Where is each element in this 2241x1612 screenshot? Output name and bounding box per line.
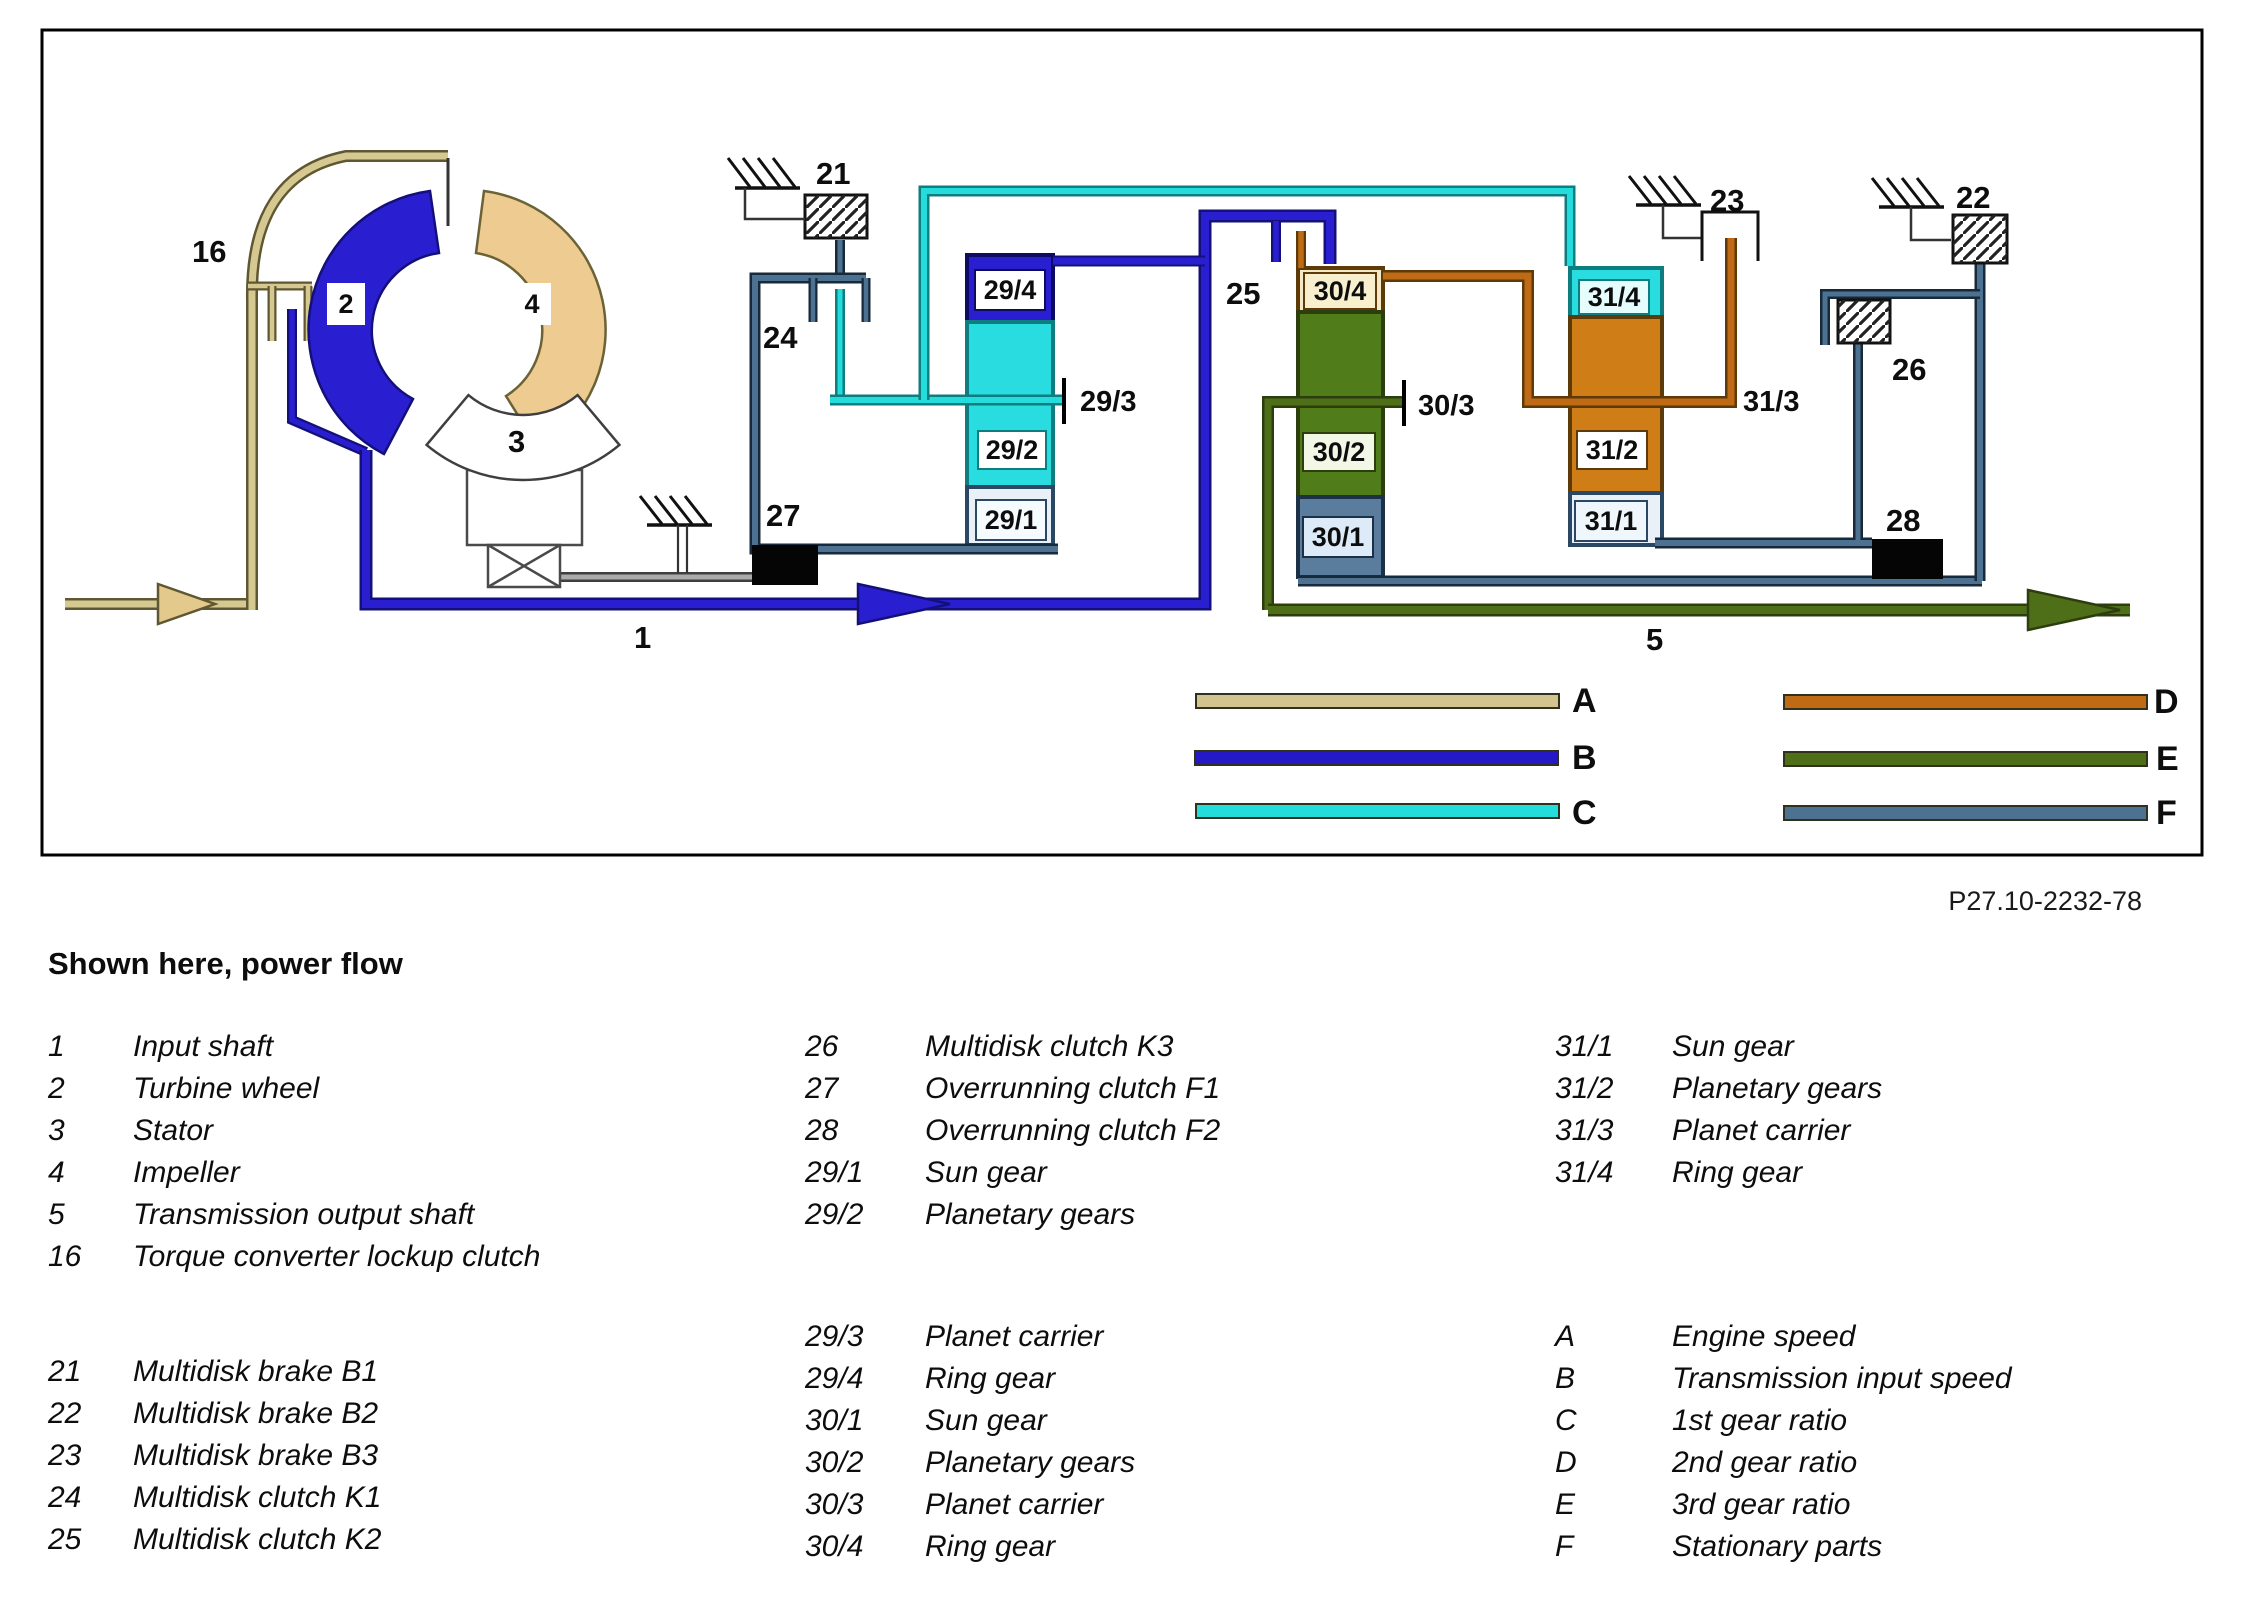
label-2: 2 bbox=[327, 283, 365, 325]
list-item: 30/3 Planet carrier bbox=[805, 1488, 1104, 1521]
label-30-1: 30/1 bbox=[1302, 516, 1374, 558]
legend-bar-a bbox=[1195, 693, 1560, 709]
label-29-3: 29/3 bbox=[1080, 386, 1137, 418]
label-22: 22 bbox=[1956, 180, 1991, 215]
label-16: 16 bbox=[192, 234, 227, 269]
list-item: F Stationary parts bbox=[1555, 1530, 1883, 1563]
list-item: 24 Multidisk clutch K1 bbox=[48, 1481, 382, 1514]
list-item: 16 Torque converter lockup clutch bbox=[48, 1240, 541, 1273]
legend-bar-b bbox=[1194, 750, 1559, 766]
list-item: 29/4 Ring gear bbox=[805, 1362, 1056, 1395]
parts-column-3-group-2 bbox=[1555, 1316, 2012, 1568]
brake-b1 bbox=[805, 195, 867, 238]
label-31-2: 31/2 bbox=[1576, 430, 1648, 470]
list-item: 2 Turbine wheel bbox=[48, 1072, 320, 1105]
legend-bar-d bbox=[1783, 694, 2148, 710]
list-item: 30/2 Planetary gears bbox=[805, 1446, 1136, 1479]
list-item: 29/2 Planetary gears bbox=[805, 1198, 1136, 1231]
list-item: 25 Multidisk clutch K2 bbox=[48, 1523, 382, 1556]
list-item: 31/1 Sun gear bbox=[1555, 1030, 1794, 1063]
legend-letter-c: C bbox=[1572, 794, 1597, 832]
label-26: 26 bbox=[1892, 352, 1927, 387]
list-item: D 2nd gear ratio bbox=[1555, 1446, 1858, 1479]
parts-column-2-group-1 bbox=[805, 1026, 1220, 1236]
label-29-2: 29/2 bbox=[977, 430, 1047, 470]
legend-letter-b: B bbox=[1572, 739, 1597, 777]
brake-b2 bbox=[1953, 215, 2007, 263]
label-28: 28 bbox=[1886, 503, 1921, 538]
label-31-3: 31/3 bbox=[1743, 386, 1800, 418]
list-item: 3 Stator bbox=[48, 1114, 214, 1147]
legend-letter-f: F bbox=[2156, 794, 2177, 832]
label-24: 24 bbox=[763, 320, 798, 355]
label-30-2: 30/2 bbox=[1302, 432, 1376, 472]
page-title: Shown here, power flow bbox=[48, 946, 403, 981]
label-3: 3 bbox=[508, 424, 526, 459]
parts-column-1-group-1 bbox=[48, 1026, 540, 1278]
legend-letter-e: E bbox=[2156, 740, 2179, 778]
list-item: 22 Multidisk brake B2 bbox=[48, 1397, 379, 1430]
list-item: 28 Overrunning clutch F2 bbox=[805, 1114, 1221, 1147]
list-item: 31/4 Ring gear bbox=[1555, 1156, 1803, 1189]
list-item: 29/1 Sun gear bbox=[805, 1156, 1047, 1189]
list-item: 1 Input shaft bbox=[48, 1030, 274, 1063]
parts-column-1-group-2 bbox=[48, 1351, 381, 1561]
legend-bar-f bbox=[1783, 805, 2148, 821]
list-item: B Transmission input speed bbox=[1555, 1362, 2012, 1395]
label-31-1: 31/1 bbox=[1574, 500, 1648, 542]
label-31-4: 31/4 bbox=[1578, 279, 1650, 315]
list-item: 5 Transmission output shaft bbox=[48, 1198, 475, 1231]
list-item: 26 Multidisk clutch K3 bbox=[805, 1030, 1174, 1063]
list-item: 27 Overrunning clutch F1 bbox=[805, 1072, 1221, 1105]
list-item: 30/4 Ring gear bbox=[805, 1530, 1056, 1563]
label-21: 21 bbox=[816, 156, 851, 191]
label-30-3: 30/3 bbox=[1418, 390, 1475, 422]
list-item: C 1st gear ratio bbox=[1555, 1404, 1848, 1437]
label-5: 5 bbox=[1646, 622, 1664, 657]
label-23: 23 bbox=[1710, 183, 1745, 218]
figure-code: P27.10-2232-78 bbox=[1948, 886, 2142, 916]
list-item: 4 Impeller bbox=[48, 1156, 240, 1189]
list-item: 30/1 Sun gear bbox=[805, 1404, 1047, 1437]
list-item: 23 Multidisk brake B3 bbox=[48, 1439, 379, 1472]
label-29-4: 29/4 bbox=[974, 269, 1046, 311]
label-4: 4 bbox=[513, 283, 551, 325]
legend-letter-a: A bbox=[1572, 682, 1597, 720]
parts-column-3-group-1 bbox=[1555, 1026, 1882, 1194]
legend-bar-c bbox=[1195, 803, 1560, 819]
parts-column-2-group-2 bbox=[805, 1316, 1135, 1568]
overrunning-clutch-f2 bbox=[1872, 539, 1943, 579]
list-item: 31/2 Planetary gears bbox=[1555, 1072, 1883, 1105]
label-25: 25 bbox=[1226, 276, 1261, 311]
label-27: 27 bbox=[766, 498, 801, 533]
list-item: 21 Multidisk brake B1 bbox=[48, 1355, 379, 1388]
list-item: E 3rd gear ratio bbox=[1555, 1488, 1851, 1521]
label-29-1: 29/1 bbox=[975, 499, 1047, 541]
legend-letter-d: D bbox=[2154, 683, 2179, 721]
list-item: 29/3 Planet carrier bbox=[805, 1320, 1104, 1353]
list-item: A Engine speed bbox=[1555, 1320, 1856, 1353]
legend-bar-e bbox=[1783, 751, 2148, 767]
list-item: 31/3 Planet carrier bbox=[1555, 1114, 1851, 1147]
label-30-4: 30/4 bbox=[1303, 272, 1377, 310]
overrunning-clutch-f1 bbox=[752, 545, 818, 585]
clutch-k3 bbox=[1838, 300, 1890, 343]
label-1: 1 bbox=[634, 620, 652, 655]
